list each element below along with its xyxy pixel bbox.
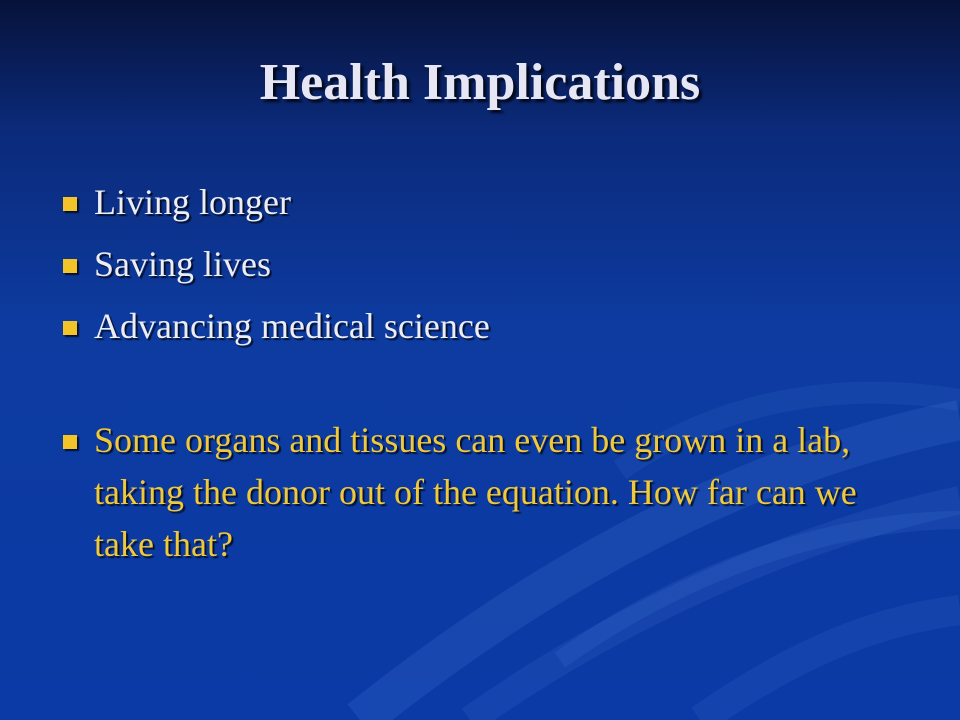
square-bullet-icon [63, 259, 77, 273]
bullet-text: Saving lives [94, 244, 271, 284]
bullet-list [60, 176, 910, 579]
slide-title: Health Implications [259, 54, 701, 111]
bullet-item-lab-grown-organs [60, 414, 910, 570]
square-bullet-icon [63, 435, 77, 449]
bullet-text: Some organs and tissues can even be grown in a lab, taking the donor out of the equation. How far can we take that? [94, 420, 857, 564]
bullet-text: Advancing medical science [94, 306, 490, 346]
bullet-item-living-longer [60, 176, 910, 229]
square-bullet-icon [63, 321, 77, 335]
square-bullet-icon [63, 197, 77, 211]
bullet-item-advancing-science [60, 300, 910, 353]
bullet-text: Living longer [94, 182, 291, 222]
bullet-item-saving-lives [60, 238, 910, 291]
